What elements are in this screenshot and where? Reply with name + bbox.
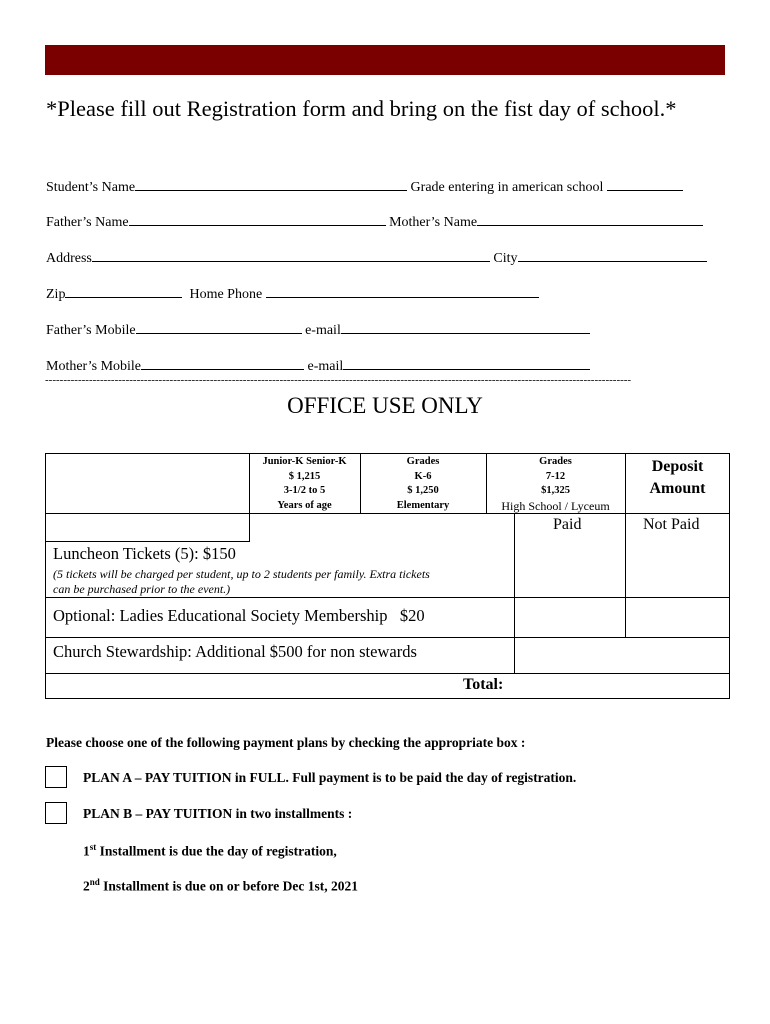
student-name-label: Student’s Name bbox=[46, 180, 136, 195]
student-name-row bbox=[46, 178, 683, 196]
plan-a-label: PLAN A – PAY TUITION in FULL. Full payment is to be paid the day of registration. bbox=[83, 770, 577, 785]
first-installment-text: 1st Installment is due the day of registration, bbox=[83, 842, 337, 859]
home-phone-label: Home Phone bbox=[189, 287, 263, 302]
form-heading: *Please fill out Registration form and bring on the fist day of school.* bbox=[46, 96, 677, 121]
mothers-name-label: Mother’s Name bbox=[389, 215, 478, 230]
address-label: Address bbox=[46, 251, 92, 266]
mothers-mobile-label: Mother’s Mobile bbox=[46, 359, 142, 374]
grade-entering-field[interactable] bbox=[607, 178, 683, 191]
junior-k-cell: Junior-K Senior-K $ 1,215 3-1/2 to 5 Years of age bbox=[262, 456, 347, 511]
high-school-cell: Grades 7-12 $1,325 High School / Lyceum bbox=[501, 456, 610, 513]
luncheon-note-2: can be purchased prior to the event.) bbox=[53, 582, 231, 596]
mothers-mobile-row bbox=[46, 357, 590, 375]
fathers-email-label: e-mail bbox=[305, 323, 341, 338]
zip-phone-row bbox=[46, 285, 539, 303]
membership-price: $20 bbox=[399, 606, 425, 625]
dashed-separator: ---------------------------------------------------------------------------------------------------------------------------------------------------------------- bbox=[45, 376, 632, 384]
fathers-email-field[interactable] bbox=[341, 321, 590, 334]
grade-entering-label: Grade entering in american school bbox=[410, 180, 604, 195]
fathers-mobile-row bbox=[46, 321, 590, 339]
plan-b-label: PLAN B – PAY TUITION in two installments : bbox=[83, 806, 353, 821]
mothers-mobile-field[interactable] bbox=[141, 357, 304, 370]
parents-name-row bbox=[46, 213, 703, 231]
mothers-email-field[interactable] bbox=[343, 357, 590, 370]
header-bar bbox=[45, 45, 725, 75]
zip-field[interactable] bbox=[65, 285, 182, 298]
fathers-name-field[interactable] bbox=[129, 213, 386, 226]
fathers-mobile-field[interactable] bbox=[136, 321, 302, 334]
city-label: City bbox=[493, 251, 518, 266]
city-field[interactable] bbox=[518, 249, 707, 262]
paid-label: Paid bbox=[553, 516, 582, 533]
address-field[interactable] bbox=[92, 249, 490, 262]
home-phone-field[interactable] bbox=[266, 285, 539, 298]
luncheon-label: Luncheon Tickets (5): $150 bbox=[53, 544, 236, 563]
office-use-table bbox=[45, 453, 730, 699]
plan-b-checkbox[interactable] bbox=[45, 802, 67, 824]
second-installment-text: 2nd Installment is due on or before Dec 1st, 2021 bbox=[83, 877, 359, 894]
fathers-name-label: Father’s Name bbox=[46, 215, 129, 230]
optional-membership-label: Optional: Ladies Educational Society Membership $20 bbox=[53, 606, 425, 625]
student-name-field[interactable] bbox=[135, 178, 407, 191]
payment-plans-intro: Please choose one of the following payment plans by checking the appropriate box : bbox=[46, 735, 526, 750]
plan-a-checkbox[interactable] bbox=[45, 766, 67, 788]
total-label: Total: bbox=[463, 676, 504, 693]
mothers-email-label: e-mail bbox=[307, 359, 344, 374]
luncheon-note-1: (5 tickets will be charged per student, up to 2 students per family. Extra tickets bbox=[53, 567, 430, 581]
address-row bbox=[46, 249, 707, 267]
not-paid-label: Not Paid bbox=[643, 516, 700, 533]
office-use-title: OFFICE USE ONLY bbox=[287, 393, 483, 418]
zip-label: Zip bbox=[46, 287, 66, 302]
mothers-name-field[interactable] bbox=[477, 213, 703, 226]
deposit-amount-header: Deposit Amount bbox=[649, 458, 706, 497]
elementary-cell: Grades K-6 $ 1,250 Elementary bbox=[396, 456, 450, 511]
church-stewardship-label: Church Stewardship: Additional $500 for non stewards bbox=[53, 642, 417, 661]
fathers-mobile-label: Father’s Mobile bbox=[46, 323, 136, 338]
